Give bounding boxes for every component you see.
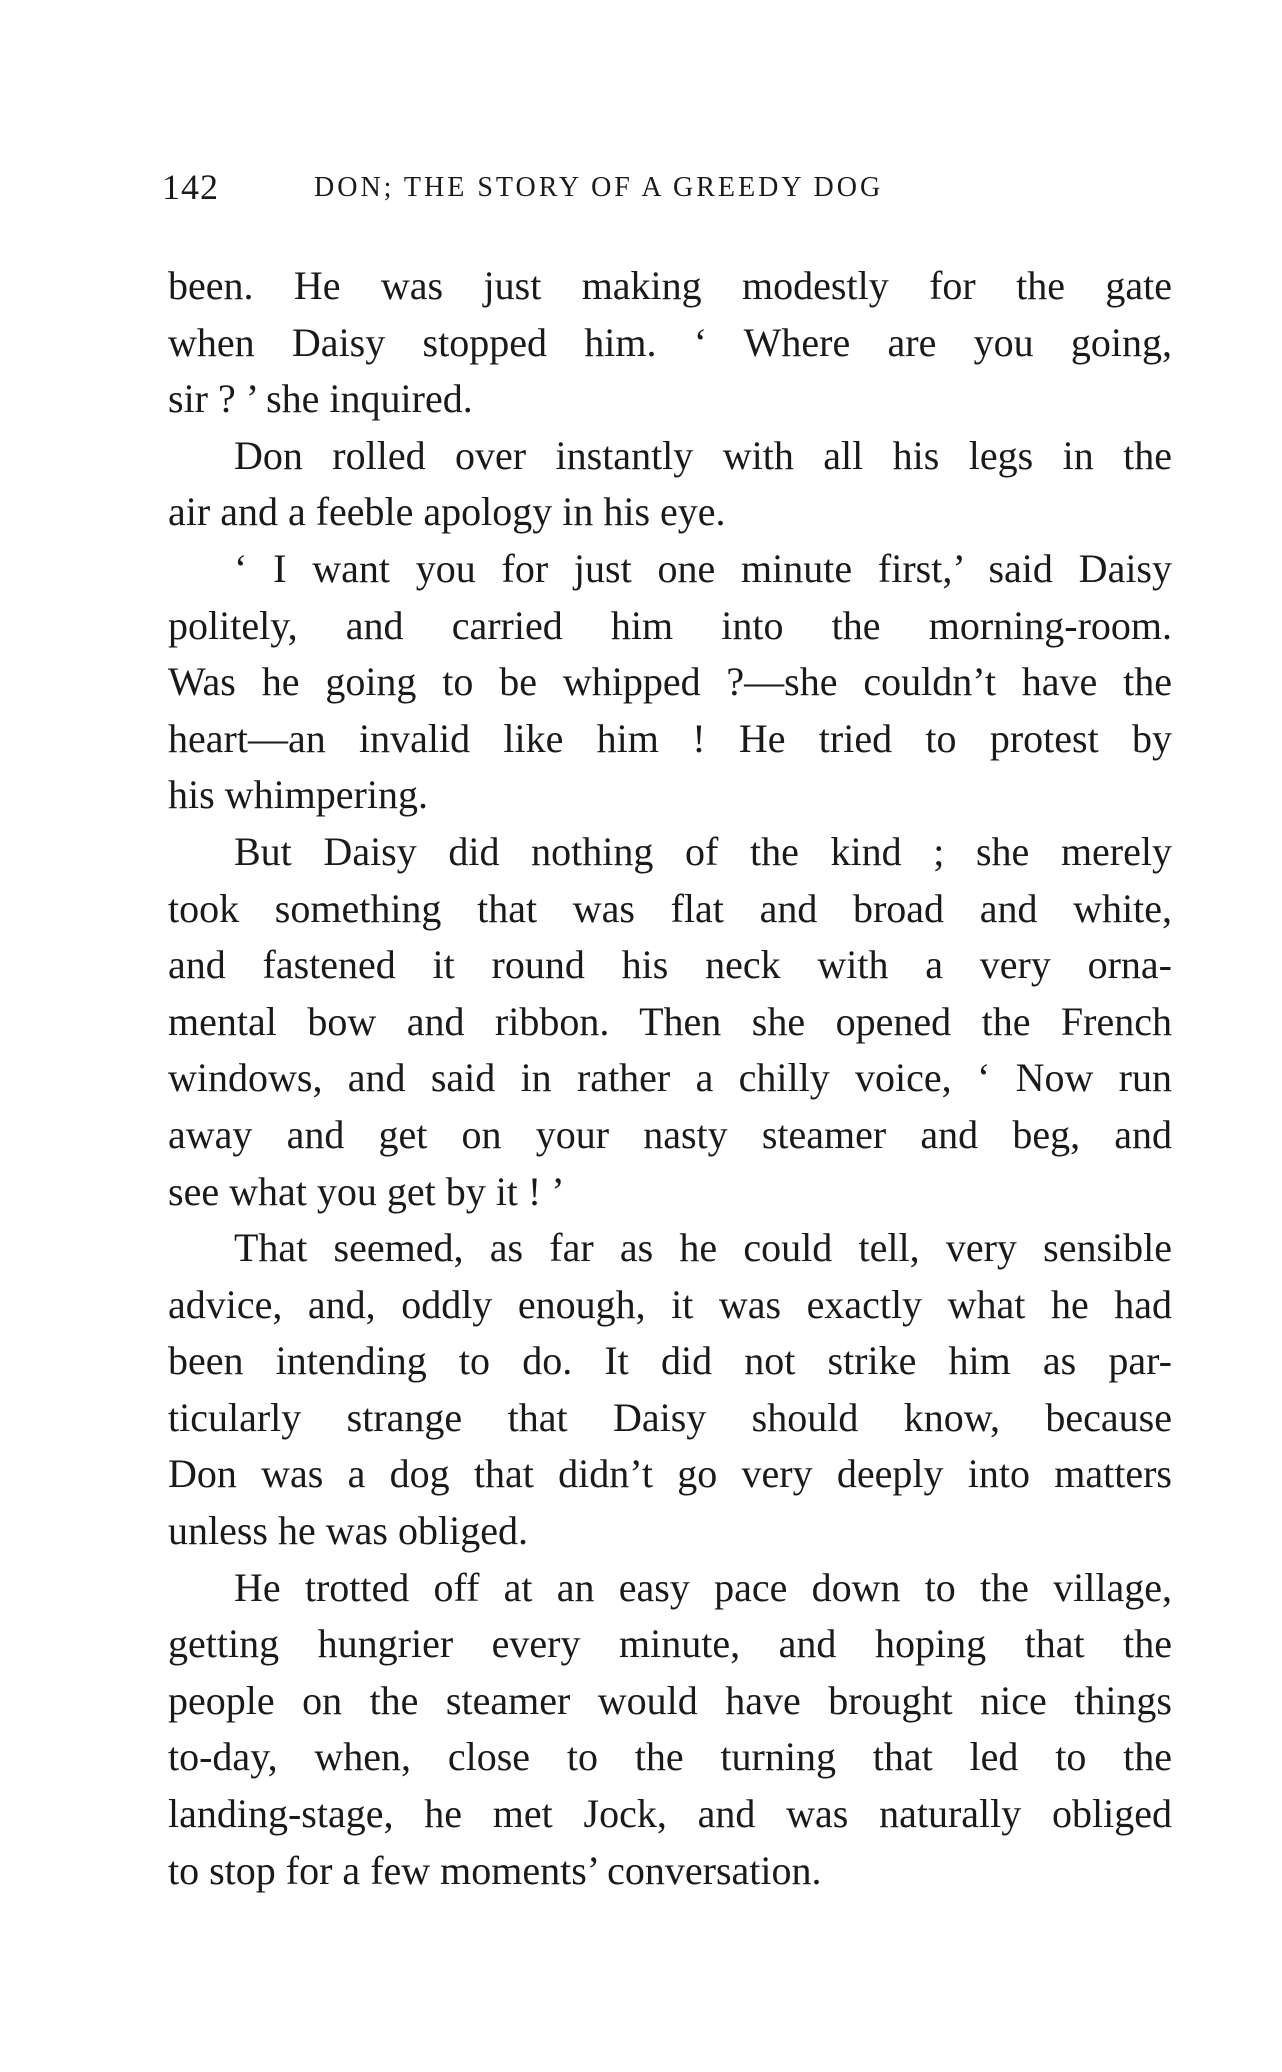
running-head [162,166,1172,214]
text-line: away and get on your nasty steamer and beg, and [168,1111,1172,1157]
text-line: But Daisy did nothing of the kind ; she merely [234,828,1172,874]
text-line: air and a feeble apology in his eye. [168,489,726,535]
text-line: heart—an invalid like him ! He tried to protest by [168,715,1172,761]
text-line: ‘ I want you for just one minute first,’ said Daisy [234,545,1172,591]
text-line: windows, and said in rather a chilly voice, ‘ Now run [168,1055,1172,1101]
text-line: to stop for a few moments’ conversation. [168,1847,822,1893]
text-line: That seemed, as far as he could tell, very sensible [234,1225,1172,1271]
text-line: Don rolled over instantly with all his legs in the [234,432,1172,478]
text-line: Was he going to be whipped ?—she couldn’t have the [168,659,1172,705]
body-text [168,258,1172,1899]
text-line: people on the steamer would have brought nice things [168,1677,1172,1723]
text-line: mental bow and ribbon. Then she opened the French [168,998,1172,1044]
text-line: when Daisy stopped him. ‘ Where are you going, [168,319,1172,365]
text-line: ticularly strange that Daisy should know, because [168,1394,1172,1440]
text-line: landing-stage, he met Jock, and was naturally obliged [168,1791,1172,1837]
text-line: sir ? ’ she inquired. [168,376,473,422]
text-line: his whimpering. [168,772,428,818]
text-line: unless he was obliged. [168,1508,528,1554]
text-line: getting hungrier every minute, and hoping that the [168,1621,1172,1667]
page-number: 142 [162,167,219,207]
text-line: been intending to do. It did not strike him as par- [168,1338,1172,1384]
text-line: Don was a dog that didn’t go very deeply into matters [168,1451,1172,1497]
text-line: and fastened it round his neck with a very orna- [168,942,1172,988]
text-line: been. He was just making modestly for the gate [168,263,1172,308]
text-line: see what you get by it ! ’ [168,1168,565,1214]
text-line: He trotted off at an easy pace down to the village, [234,1564,1172,1610]
text-line: advice, and, oddly enough, it was exactly what he had [168,1281,1172,1327]
text-line: politely, and carried him into the morning-room. [168,602,1172,648]
text-line: to-day, when, close to the turning that led to the [168,1734,1172,1780]
running-title: DON; THE STORY OF A GREEDY DOG [314,172,884,203]
text-line: took something that was flat and broad and white, [168,885,1172,931]
